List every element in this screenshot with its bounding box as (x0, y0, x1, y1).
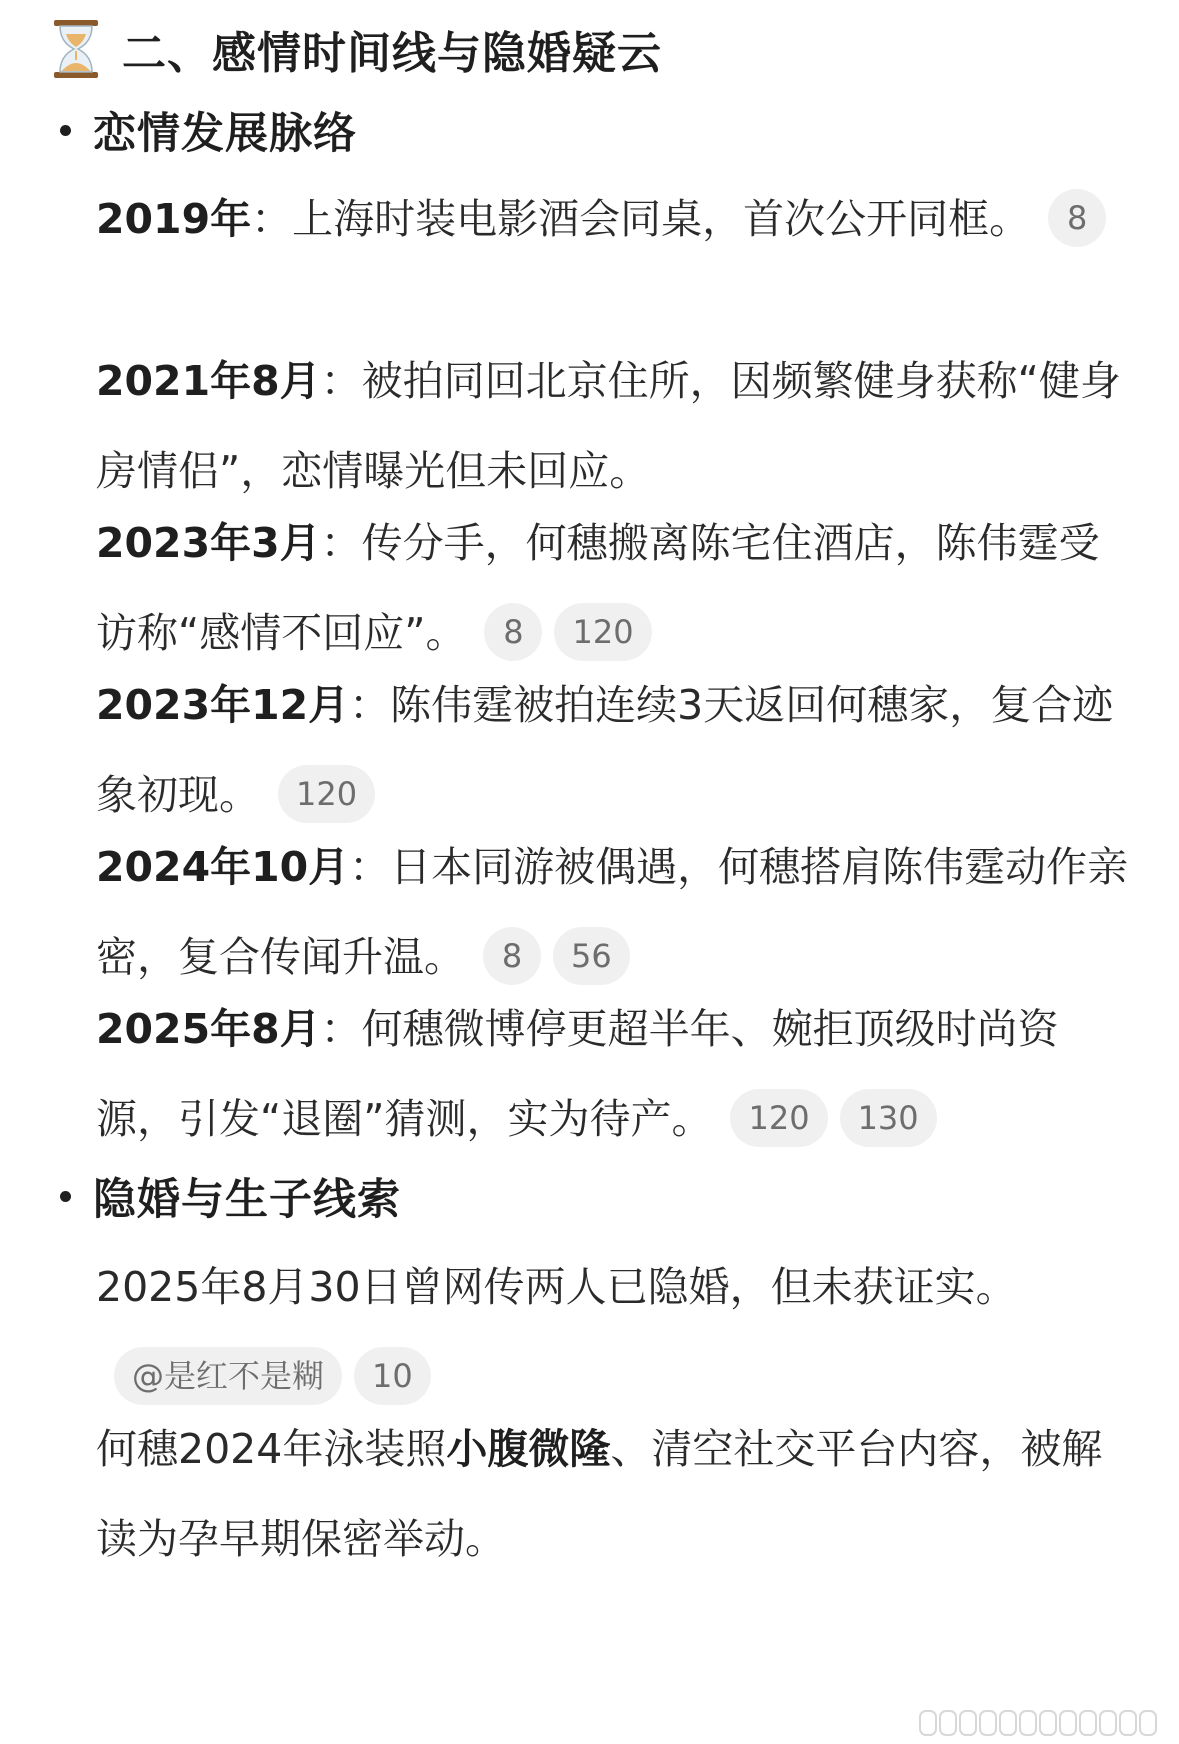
clue-text: 2025年8月30日曾网传两人已隐婚，但未获证实。 (96, 1263, 1017, 1311)
timeline-date: 2025年8月 (96, 1005, 321, 1053)
reference-chip[interactable]: 120 (554, 603, 651, 661)
reference-chip[interactable]: 56 (553, 927, 630, 985)
timeline-item: 2023年3月：传分手，何穗搬离陈宅住酒店，陈伟霆受访称“感情不回应”。 8 120 (96, 498, 1136, 678)
bullet-title: 恋情发展脉络 (93, 109, 357, 159)
hourglass-icon (52, 18, 100, 80)
timeline-item: 2024年10月：日本同游被偶遇，何穗搭肩陈伟霆动作亲密，复合传闻升温。 8 56 (96, 822, 1136, 1002)
clue-paragraph: 何穗2024年泳装照小腹微隆、清空社交平台内容，被解读为孕早期保密举动。 (96, 1425, 1103, 1563)
timeline-item: 2025年8月：何穗微博停更超半年、婉拒顶级时尚资源，引发“退圈”猜测，实为待产。 120 130 (96, 984, 1136, 1164)
bullet-dot (60, 125, 71, 136)
timeline-date: 2019年 (96, 195, 252, 243)
reference-chip[interactable]: 120 (730, 1089, 827, 1147)
timeline-date: 2024年10月 (96, 843, 350, 891)
section-heading (52, 18, 662, 80)
reference-chip[interactable]: 130 (840, 1089, 937, 1147)
timeline-item: 2019年：上海时装电影酒会同桌，首次公开同框。 8 (96, 174, 1136, 264)
timeline-text: 陈伟霆被拍连续3天返回何穗家，复合迹象初现。 (96, 681, 1114, 819)
timeline-item: 2023年12月：陈伟霆被拍连续3天返回何穗家，复合迹象初现。 120 (96, 660, 1136, 840)
timeline-date: 2023年12月 (96, 681, 350, 729)
timeline-text: 被拍同回北京住所，因频繁健身获称“健身房情侣”，恋情曝光但未回应。 (96, 357, 1121, 495)
timeline-item: 2021年8月：被拍同回北京住所，因频繁健身获称“健身房情侣”，恋情曝光但未回应。 (96, 357, 1121, 495)
reference-chip[interactable]: 8 (483, 927, 541, 985)
source-chip[interactable]: @是红不是糊 (114, 1347, 342, 1405)
timeline-text: 何穗微博停更超半年、婉拒顶级时尚资源，引发“退圈”猜测，实为待产。 (96, 1005, 1059, 1143)
watermark-dots (919, 1710, 1157, 1736)
bullet-title: 隐婚与生子线索 (93, 1175, 401, 1225)
timeline-text: 日本同游被偶遇，何穗搭肩陈伟霆动作亲密，复合传闻升温。 (96, 843, 1129, 981)
timeline-date: 2021年8月 (96, 357, 321, 405)
reference-chip[interactable]: 8 (1048, 189, 1106, 247)
bullet-dot (60, 1191, 71, 1202)
bullet-relationship (60, 100, 357, 161)
reference-chip[interactable]: 120 (278, 765, 375, 823)
section-title: 二、感情时间线与隐婚疑云 (122, 28, 662, 79)
timeline-date: 2023年3月 (96, 519, 321, 567)
timeline-text: 传分手，何穗搬离陈宅住酒店，陈伟霆受访称“感情不回应”。 (96, 519, 1100, 657)
clue-paragraph (96, 1242, 1136, 1422)
reference-chip[interactable]: 10 (354, 1347, 431, 1405)
highlight-text: 小腹微隆 (446, 1425, 611, 1473)
timeline-text: 上海时装电影酒会同桌，首次公开同框。 (292, 195, 1031, 243)
reference-chip[interactable]: 8 (484, 603, 542, 661)
bullet-secret-marriage (60, 1166, 401, 1227)
